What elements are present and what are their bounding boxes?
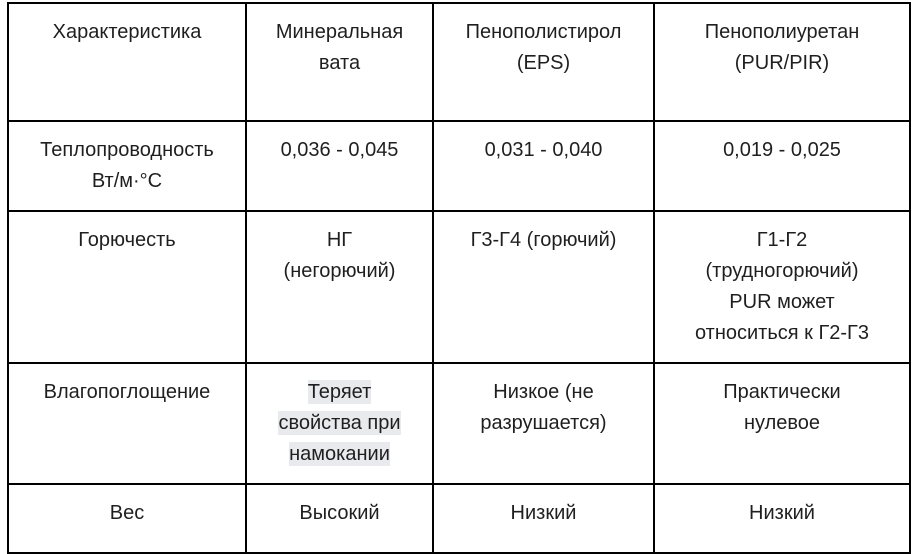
header-pur-line-2: (PUR/PIR) xyxy=(734,52,830,74)
pur-value: Низкий xyxy=(749,502,815,524)
table-row-weight xyxy=(8,484,910,553)
eps-value: Низкий xyxy=(510,502,577,524)
eps-value: 0,031 - 0,040 xyxy=(484,139,603,161)
pur-value-line-3: PUR может xyxy=(729,291,835,313)
mineral-wool-value-line-3 xyxy=(255,439,424,470)
mineral-wool-value-line-1 xyxy=(255,377,424,408)
header-eps-line-2: (EPS) xyxy=(516,52,571,74)
row-label-line-2: Вт/м·°C xyxy=(91,170,163,192)
pur-cell xyxy=(654,484,910,553)
header-mineral-wool-line-1: Минеральная xyxy=(275,21,404,43)
highlighted-text: свойства при xyxy=(278,412,401,434)
eps-value: Г3-Г4 (горючий) xyxy=(470,229,617,251)
pur-value-line-4: относиться к Г2-Г3 xyxy=(694,322,870,344)
row-label-cell xyxy=(8,363,246,484)
header-pur-line-1: Пенополиуретан xyxy=(704,21,860,43)
eps-cell xyxy=(433,121,654,211)
header-cell-pur-pir xyxy=(654,3,910,121)
mineral-wool-value: 0,036 - 0,045 xyxy=(280,139,399,161)
table-header-row xyxy=(8,3,910,121)
mineral-wool-cell xyxy=(246,363,433,484)
header-characteristic-text: Характеристика xyxy=(52,21,202,43)
pur-cell xyxy=(654,121,910,211)
mineral-wool-value-line-2: (негорючий) xyxy=(283,260,396,282)
pur-value-line-2: нулевое xyxy=(743,412,821,434)
header-cell-mineral-wool xyxy=(246,3,433,121)
header-eps-line-1: Пенополистирол xyxy=(465,21,622,43)
row-label-text: Влагопоглощение xyxy=(43,381,211,403)
row-label-cell xyxy=(8,484,246,553)
header-cell-characteristic xyxy=(8,3,246,121)
table-row-flammability xyxy=(8,211,910,363)
highlighted-text: намокании xyxy=(289,443,390,465)
pur-value-line-1: Г1-Г2 xyxy=(756,229,808,251)
eps-cell xyxy=(433,363,654,484)
eps-cell xyxy=(433,484,654,553)
header-mineral-wool-line-2: вата xyxy=(318,52,361,74)
highlighted-text: Теряет xyxy=(307,381,372,403)
row-label-cell xyxy=(8,211,246,363)
mineral-wool-cell xyxy=(246,484,433,553)
mineral-wool-value-line-2 xyxy=(255,408,424,439)
pur-value-line-1: Практически xyxy=(723,381,841,403)
eps-cell xyxy=(433,211,654,363)
table-row-water-absorption xyxy=(8,363,910,484)
mineral-wool-value-line-1: НГ xyxy=(326,229,353,251)
table-row-thermal-conductivity xyxy=(8,121,910,211)
pur-value-line-2: (трудногорючий) xyxy=(705,260,859,282)
row-label-line-1: Теплопроводность xyxy=(40,139,214,161)
insulation-comparison-table xyxy=(7,2,911,554)
pur-cell xyxy=(654,211,910,363)
header-cell-eps xyxy=(433,3,654,121)
row-label-cell xyxy=(8,121,246,211)
mineral-wool-cell xyxy=(246,121,433,211)
row-label-text: Горючесть xyxy=(78,229,176,251)
pur-value: 0,019 - 0,025 xyxy=(723,139,841,161)
mineral-wool-cell xyxy=(246,211,433,363)
mineral-wool-value: Высокий xyxy=(299,502,380,524)
row-label-text: Вес xyxy=(109,502,145,524)
eps-value-line-1: Низкое (не xyxy=(493,381,594,403)
eps-value-line-2: разрушается) xyxy=(480,412,607,434)
pur-cell xyxy=(654,363,910,484)
